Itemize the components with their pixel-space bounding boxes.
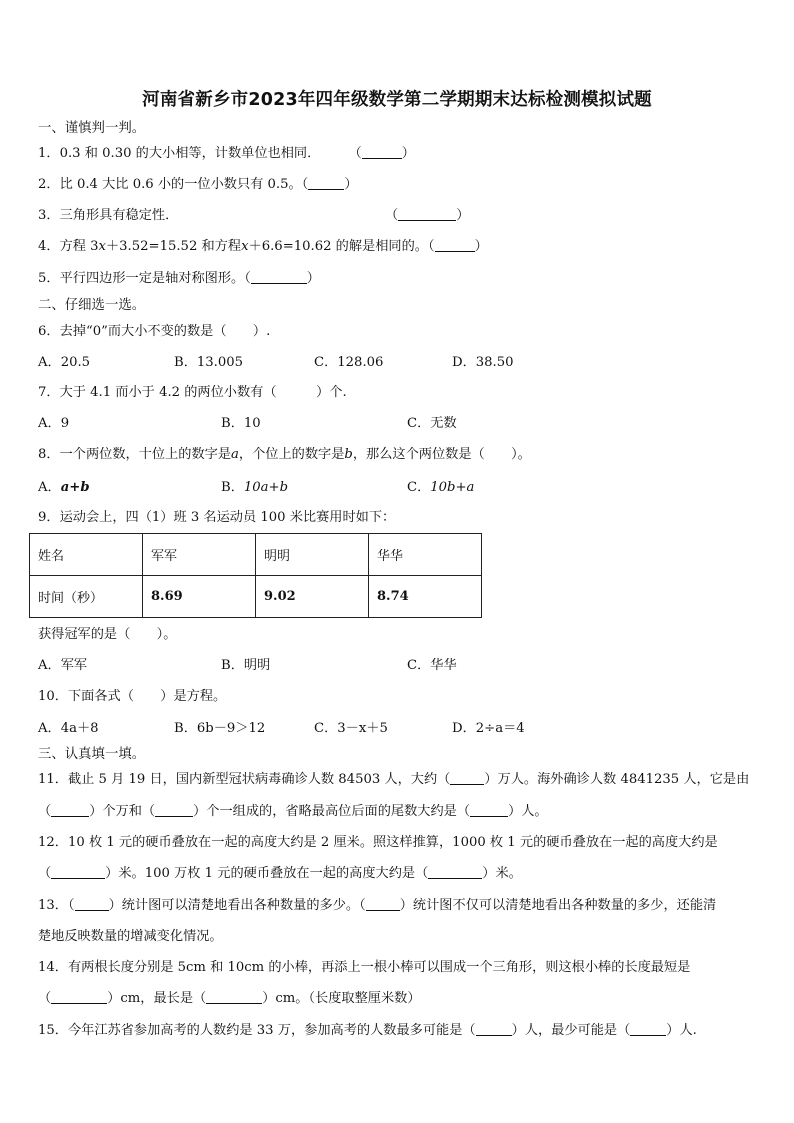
q8-option-b[interactable]: B．10a+b (221, 480, 289, 495)
question-9-prompt: 获得冠军的是（ ）。 (38, 627, 177, 642)
answer-blank[interactable] (450, 772, 484, 785)
page-title: 河南省新乡市2023年四年级数学第二学期期末达标检测模拟试题 (142, 90, 652, 110)
q6-option-a[interactable]: A．20.5 (38, 355, 91, 370)
answer-blank[interactable] (308, 177, 344, 190)
question-1-text: 1．0.3 和 0.30 的大小相等，计数单位也相同． (38, 146, 321, 161)
answer-blank[interactable] (155, 804, 193, 817)
question-11-line-2: （ ）个万和（ ）个一组成的，省略最高位后面的尾数大约是（ ）人。 (38, 804, 548, 819)
q7-option-a[interactable]: A．9 (38, 416, 70, 431)
question-10: 10．下面各式（ ）是方程。 (38, 689, 227, 704)
q9-option-b[interactable]: B．明明 (221, 658, 271, 673)
table-cell: 明明 (256, 534, 369, 576)
answer-blank[interactable] (51, 804, 89, 817)
question-2-text: 2．比 0.4 大比 0.6 小的一位小数只有 0.5。 (38, 177, 302, 192)
question-13-line-1: 13．（ ）统计图可以清楚地看出各种数量的多少。（ ）统计图不仅可以清楚地看出各种数量的多少，还能清 (38, 898, 717, 913)
q8-option-a[interactable]: A．a+b (38, 480, 90, 495)
q9-option-c[interactable]: C．华华 (407, 658, 457, 673)
section-heading-3: 三、认真填一填。 (38, 747, 146, 762)
q7-option-c[interactable]: C．无数 (407, 416, 457, 431)
q8-option-c[interactable]: C．10b+a (407, 480, 475, 495)
table-header-row (30, 534, 482, 576)
question-7: 7．大于 4.1 而小于 4.2 的两位小数有（ ）个. (38, 385, 347, 400)
question-15: 15．今年江苏省参加高考的人数约是 33 万，参加高考的人数最多可能是（ ）人，最少可能是（ ）人. (38, 1023, 697, 1038)
question-5: 5．平行四边形一定是轴对称图形。（ ） (38, 271, 320, 286)
section-heading-1: 一、谨慎判一判。 (38, 121, 146, 136)
answer-blank[interactable] (398, 208, 456, 221)
q6-option-c[interactable]: C．128.06 (314, 355, 384, 370)
question-12-line-1: 12．10 枚 1 元的硬币叠放在一起的高度大约是 2 厘米。照这样推算，1000 枚 1 元的硬币叠放在一起的高度大约是 (38, 835, 718, 850)
section-heading-2: 二、仔细选一选。 (38, 298, 146, 313)
q10-option-c[interactable]: C．3－x＋5 (314, 721, 388, 736)
race-time-table (29, 533, 482, 618)
answer-blank[interactable] (476, 1023, 512, 1036)
question-4: 4．方程 3x＋3.52=15.52 和方程x＋6.6=10.62 的解是相同的。（ ） (38, 239, 488, 254)
answer-blank[interactable] (51, 866, 105, 879)
question-3-text: 3．三角形具有稳定性． (38, 208, 179, 223)
answer-blank[interactable] (75, 898, 109, 911)
answer-blank[interactable] (435, 239, 475, 252)
question-5-text: 5．平行四边形一定是轴对称图形。 (38, 271, 245, 286)
table-cell: 9.02 (256, 576, 369, 618)
question-13-line-2: 楚地反映数量的增减变化情况。 (38, 929, 223, 944)
table-cell: 华华 (369, 534, 482, 576)
q6-option-b[interactable]: B．13.005 (174, 355, 244, 370)
question-9: 9．运动会上，四（1）班 3 名运动员 100 米比赛用时如下： (38, 510, 396, 525)
question-14-line-1: 14．有两根长度分别是 5cm 和 10cm 的小棒，再添上一根小棒可以围成一个三角形，则这根小棒的长度最短是 (38, 960, 691, 975)
table-cell: 8.74 (369, 576, 482, 618)
table-row (30, 576, 482, 618)
q10-option-b[interactable]: B．6b－9＞12 (174, 721, 266, 736)
q10-option-d[interactable]: D．2÷a＝4 (452, 721, 525, 736)
q7-option-b[interactable]: B．10 (221, 416, 261, 431)
question-3 (38, 207, 178, 225)
answer-blank[interactable] (630, 1023, 666, 1036)
question-1: 1．0.3 和 0.30 的大小相等，计数单位也相同． （ ） (38, 146, 415, 161)
table-cell: 时间（秒） (30, 576, 143, 618)
q6-option-d[interactable]: D．38.50 (452, 355, 514, 370)
table-cell: 姓名 (30, 534, 143, 576)
question-2: 2．比 0.4 大比 0.6 小的一位小数只有 0.5。（ ） (38, 177, 358, 192)
question-3-answer: （ ） (385, 208, 470, 223)
q9-option-a[interactable]: A．军军 (38, 658, 88, 673)
q10-option-a[interactable]: A．4a＋8 (38, 721, 99, 736)
answer-blank[interactable] (366, 898, 400, 911)
question-8: 8．一个两位数，十位上的数字是a，个位上的数字是b，那么这个两位数是（ ）。 (38, 447, 531, 462)
answer-blank[interactable] (428, 866, 482, 879)
question-6: 6．去掉“0”而大小不变的数是（ ）. (38, 324, 271, 339)
question-11-line-1: 11．截止 5 月 19 日，国内新型冠状病毒确诊人数 84503 人，大约（ ）万人。海外确诊人数 4841235 人，它是由 (38, 772, 750, 787)
question-12-line-2: （ ）米。100 万枚 1 元的硬币叠放在一起的高度大约是（ ）米。 (38, 866, 522, 881)
table-cell: 军军 (143, 534, 256, 576)
answer-blank[interactable] (251, 271, 307, 284)
answer-blank[interactable] (51, 991, 107, 1004)
answer-blank[interactable] (470, 804, 508, 817)
question-14-line-2: （ ）cm，最长是（ ）cm。（长度取整厘米数） (38, 991, 421, 1006)
answer-blank[interactable] (206, 991, 262, 1004)
table-cell: 8.69 (143, 576, 256, 618)
answer-blank[interactable] (362, 146, 402, 159)
